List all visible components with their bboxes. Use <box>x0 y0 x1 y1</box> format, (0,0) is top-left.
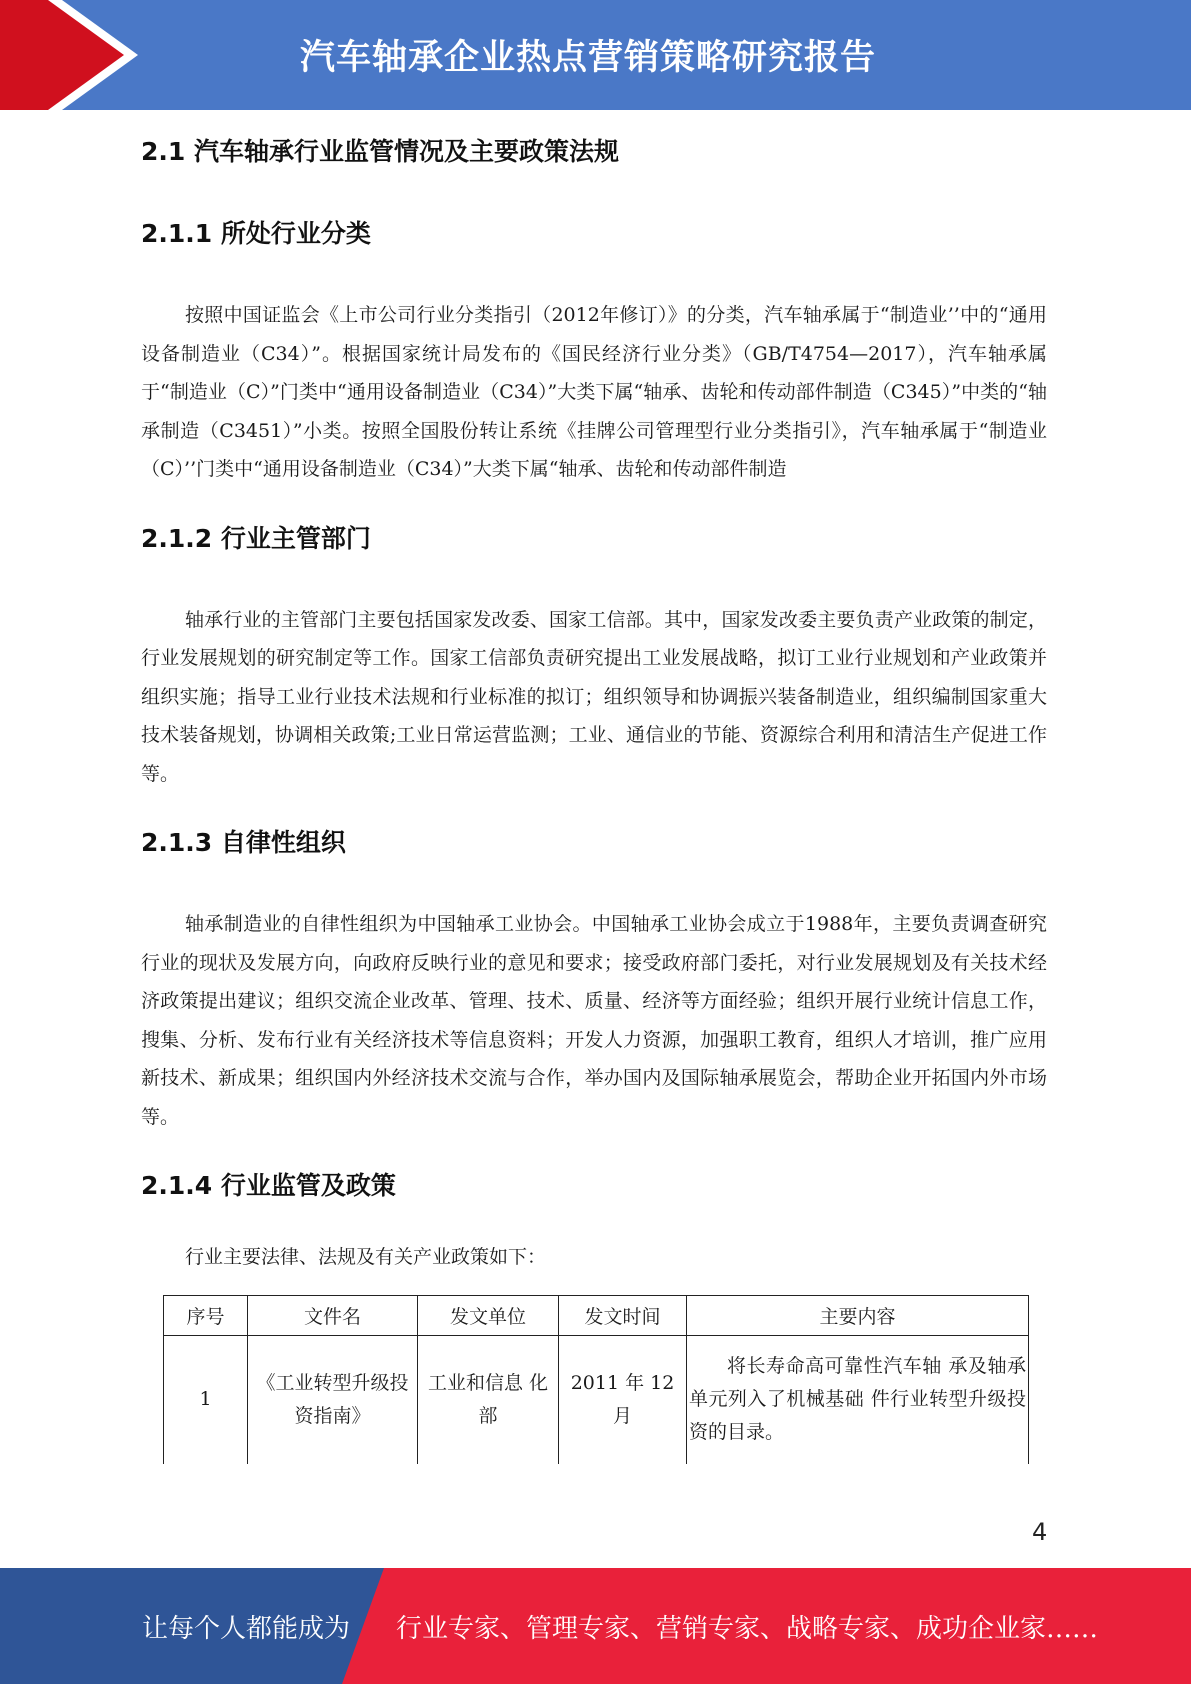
subsection-title-authority: 2.1.2 行业主管部门 <box>141 523 371 553</box>
table-cell-document: 《工业转型升级投资指南》 <box>248 1335 418 1464</box>
header-arrow-icon <box>0 0 150 110</box>
main-content <box>141 132 1047 1464</box>
footer-slogan-right: 行业专家、管理专家、营销专家、战略专家、成功企业家…… <box>396 1614 1099 1644</box>
subsection-title-self-regulatory: 2.1.3 自律性组织 <box>141 828 346 857</box>
page-number: 4 <box>1032 1518 1048 1546</box>
header-bar <box>0 0 1191 110</box>
table-cell-content: 将长寿命高可靠性汽车轴 承及轴承单元列入了机械基础 件行业转型升级投资的目录。 <box>687 1335 1029 1464</box>
table-header-cell: 发文时间 <box>559 1295 687 1335</box>
footer-bar <box>0 1568 1191 1684</box>
paragraph-authority: 轴承行业的主管部门主要包括国家发改委、国家工信部。其中，国家发改委主要负责产业政策的制定，行业发展规划的研究制定等工作。国家工信部负责研究提出工业发展战略，拟订工业行业规划和产业政策并组织实施；指导工业行业技术法规和行业标准的拟订；组织领导和协调振兴装备制造业，组织编制国家重大技术装备规划，协调相关政策;工业日常运营监测；工业、通信业的节能、资源综合利用和清洁生产促进工作等。 <box>141 608 1047 785</box>
footer-slogan-left: 让每个人都能成为 <box>142 1614 351 1644</box>
table-cell-issuer: 工业和信息 化部 <box>418 1335 559 1464</box>
paragraph-self-regulatory: 轴承制造业的自律性组织为中国轴承工业协会。中国轴承工业协会成立于1988年，主要负责调查研究行业的现状及发展方向，向政府反映行业的意见和要求；接受政府部门委托，对行业发展规划及有关技术经济政策提出建议；组织交流企业改革、管理、技术、质量、经济等方面经验；组织开展行业统计信息工作，搜集、分析、发布行业有关经济技术等信息资料；开发人力资源，加强职工教育，组织人才培训，推广应用新技术、新成果；组织国内外经济技术交流与合作，举办国内及国际轴承展览会，帮助企业开拓国内外市场等。 <box>141 913 1047 1128</box>
paragraph-industry-classification: 按照中国证监会《上市公司行业分类指引（2012年修订）》的分类，汽车轴承属于“制造业’’中的“通用设备制造业（C34）”。根据国家统计局发布的《国民经济行业分类》（GB/T4754—2017），汽车轴承属于“制造业（C）”门类中“通用设备制造业（C34）”大类下属“轴承、齿轮和传动部件制造（C345）”中类的“轴承制造（C3451）”小类。按照全国股份转让系统《挂牌公司管理型行业分类指引》，汽车轴承属于“制造业（C）’’门类中“通用设备制造业（C34）”大类下属“轴承、齿轮和传动部件制造 <box>141 304 1047 480</box>
table-header-row <box>164 1295 1029 1335</box>
section-title: 2.1 汽车轴承行业监管情况及主要政策法规 <box>141 137 619 166</box>
paragraph-policy-intro: 行业主要法律、法规及有关产业政策如下： <box>185 1246 547 1268</box>
subsection-title-industry-classification: 2.1.1 所处行业分类 <box>141 219 371 248</box>
table-header-cell: 主要内容 <box>687 1295 1029 1335</box>
table-cell-number: 1 <box>164 1335 248 1464</box>
table-header-cell: 发文单位 <box>418 1295 559 1335</box>
table-cell-date: 2011 年 12 月 <box>559 1335 687 1464</box>
policy-table <box>163 1295 1029 1464</box>
subsection-title-policy: 2.1.4 行业监管及政策 <box>141 1171 396 1200</box>
table-row <box>164 1335 1029 1464</box>
table-header-cell: 序号 <box>164 1295 248 1335</box>
table-header-cell: 文件名 <box>248 1295 418 1335</box>
report-title: 汽车轴承企业热点营销策略研究报告 <box>300 38 877 78</box>
